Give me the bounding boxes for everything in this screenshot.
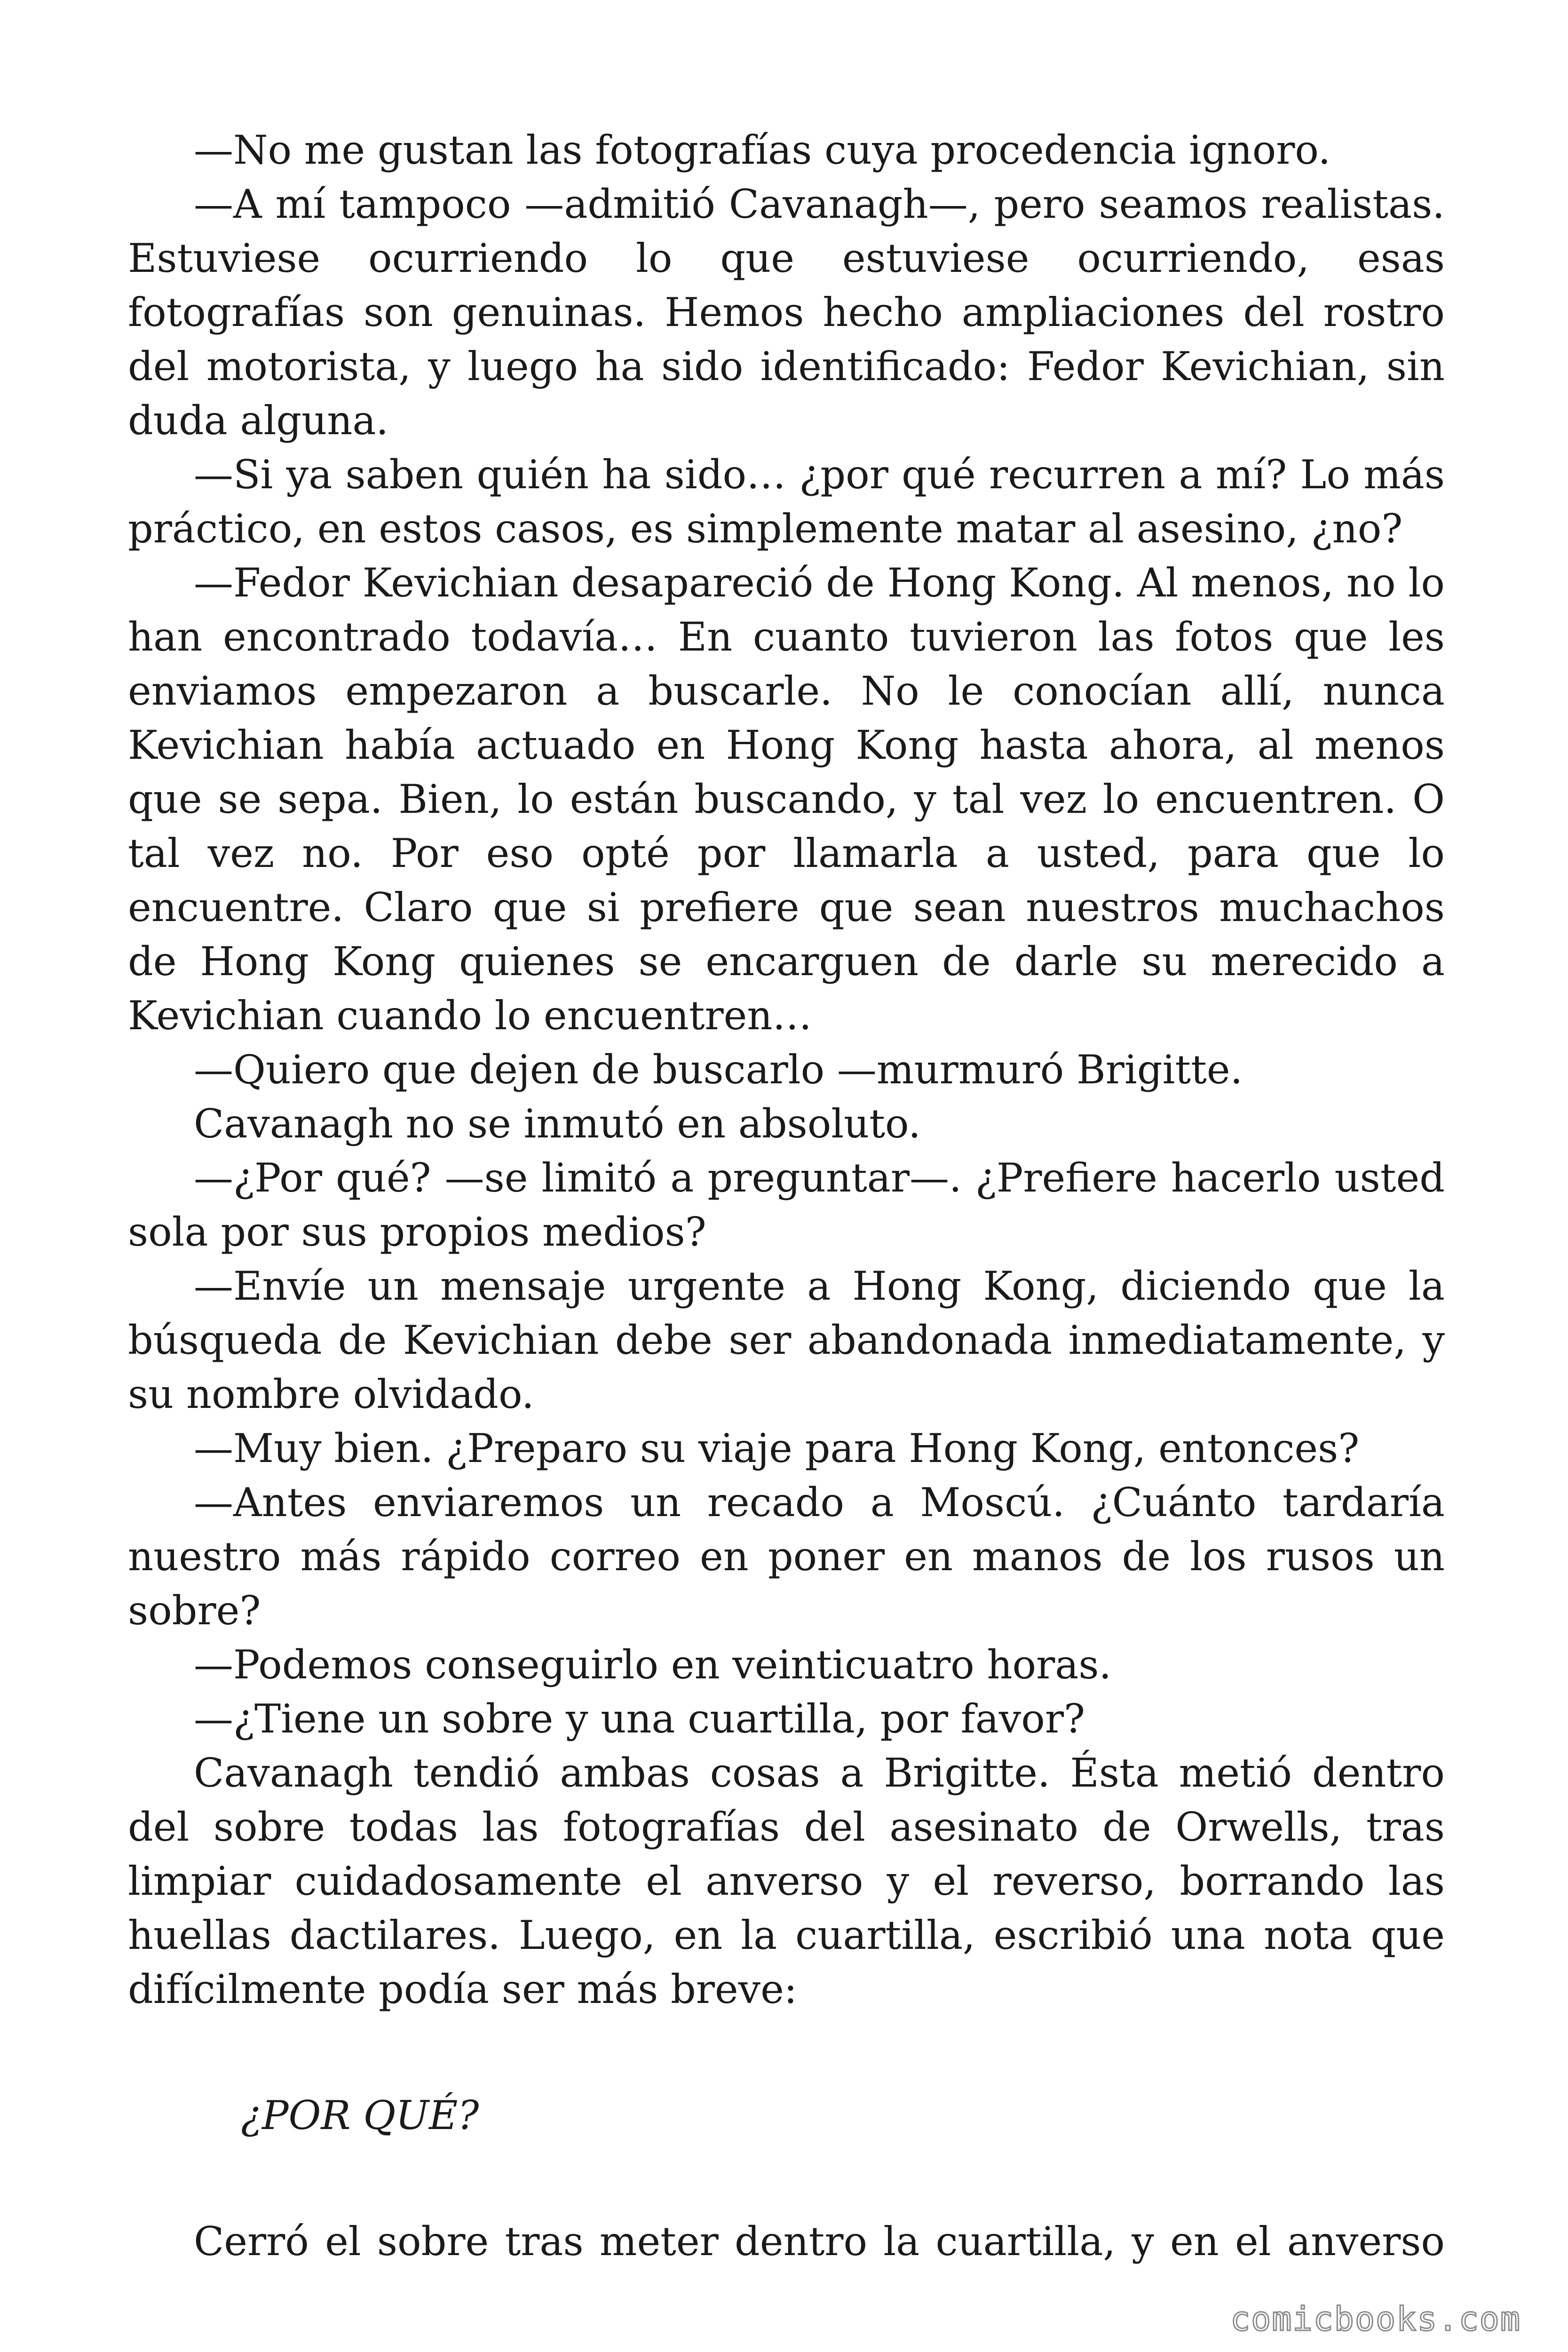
paragraph-12: —¿Tiene un sobre y una cuartilla, por favor?	[194, 1696, 1085, 1742]
paragraph-11: —Podemos conseguirlo en veinticuatro horas.	[194, 1642, 1112, 1688]
note-text: ¿POR QUÉ?	[241, 2092, 479, 2138]
paragraph-8: —Envíe un mensaje urgente a Hong Kong, diciendo que la búsqueda de Kevichian debe ser abandonada inmediatamente, y su nombre olvidado.	[128, 1263, 1445, 1417]
paragraph-9: —Muy bien. ¿Preparo su viaje para Hong Kong, entonces?	[194, 1425, 1360, 1471]
paragraph-1: —No me gustan las fotografías cuya procedencia ignoro.	[194, 127, 1331, 173]
last-paragraph: Cerró el sobre tras meter dentro la cuartilla, y en el anverso	[194, 2218, 1445, 2265]
paragraph-5: —Quiero que dejen de buscarlo —murmuró Brigitte.	[194, 1047, 1243, 1093]
watermark: comicbooks.com	[1230, 2300, 1521, 2338]
paragraph-6: Cavanagh no se inmutó en absoluto.	[194, 1101, 921, 1147]
paragraph-2: —A mí tampoco —admitió Cavanagh—, pero seamos realistas. Estuviese ocurriendo lo que estuviese ocurriendo, esas fotografías son genuinas. Hemos hecho ampliaciones del rostro del motorista, y luego ha sido identificado: Fedor Kevichian, sin duda alguna.	[128, 181, 1445, 444]
paragraph-3: —Si ya saben quién ha sido… ¿por qué recurren a mí? Lo más práctico, en estos casos, es simplemente matar al asesino, ¿no?	[128, 452, 1445, 552]
paragraph-13: Cavanagh tendió ambas cosas a Brigitte. Ésta metió dentro del sobre todas las fotografías del asesinato de Orwells, tras limpiar cuidadosamente el anverso y el reverso, borrando las huellas dactilares. Luego, en la cuartilla, escribió una nota que difícilmente podía ser más breve:	[128, 1750, 1445, 2012]
page-body	[128, 123, 1445, 2269]
paragraph-7: —¿Por qué? —se limitó a preguntar—. ¿Prefiere hacerlo usted sola por sus propios medios?	[128, 1155, 1445, 1255]
paragraph-10: —Antes enviaremos un recado a Moscú. ¿Cuánto tardaría nuestro más rápido correo en poner en manos de los rusos un sobre?	[128, 1479, 1445, 1634]
paragraph-4: —Fedor Kevichian desapareció de Hong Kong. Al menos, no lo han encontrado todavía… En cuanto tuvieron las fotos que les enviamos empezaron a buscarle. No le conocían allí, nunca Kevichian había actuado en Hong Kong hasta ahora, al menos que se sepa. Bien, lo están buscando, y tal vez lo encuentren. O tal vez no. Por eso opté por llamarla a usted, para que lo encuentre. Claro que si prefiere que sean nuestros muchachos de Hong Kong quienes se encarguen de darle su merecido a Kevichian cuando lo encuentren…	[128, 560, 1445, 1039]
